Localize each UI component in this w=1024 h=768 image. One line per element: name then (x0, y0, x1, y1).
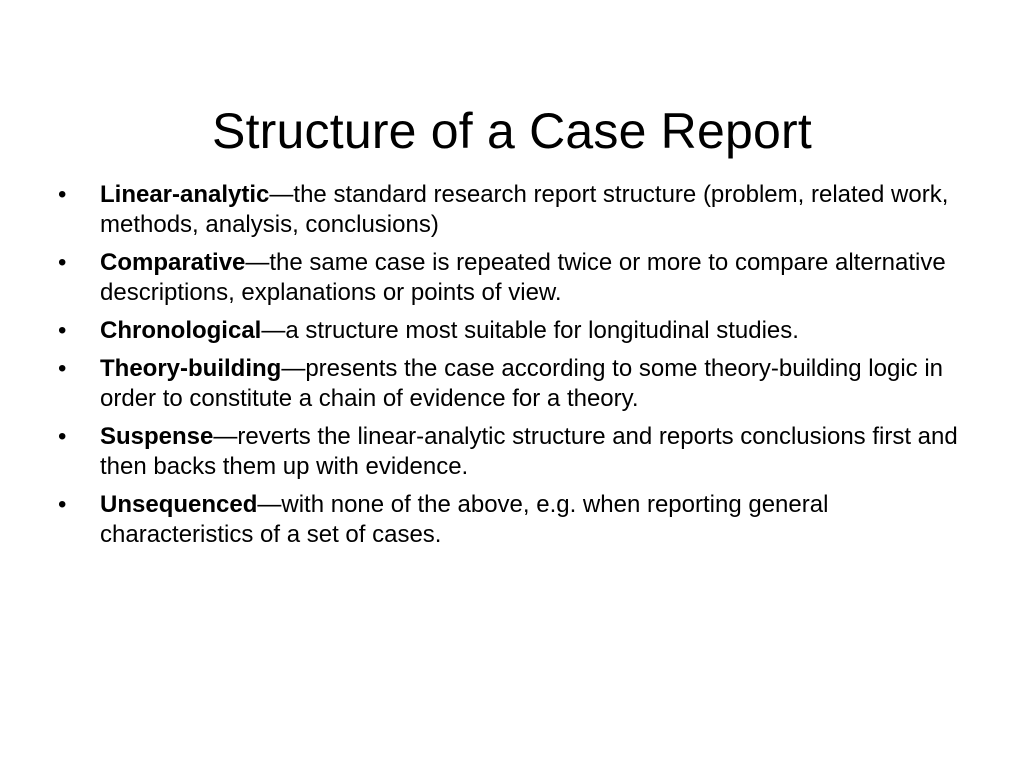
bullet-dot-icon: • (58, 423, 67, 450)
bullet-item-theory-building (58, 354, 978, 414)
bullet-term: Comparative (100, 249, 246, 276)
bullet-term: Linear-analytic (100, 181, 270, 208)
bullet-text: —a structure most suitable for longitudinal studies. (261, 317, 799, 344)
slide-title: Structure of a Case Report (212, 102, 812, 159)
bullet-dot-icon: • (58, 317, 67, 344)
bullet-item-comparative (58, 248, 978, 308)
bullet-text: —reverts the linear-analytic structure and reports conclusions first and then backs them up with evidence. (100, 423, 958, 480)
bullet-term: Unsequenced (100, 491, 258, 518)
bullet-item-linear-analytic (58, 180, 978, 240)
bullet-text: —the standard research report structure (problem, related work, methods, analysis, conclusions) (100, 181, 949, 238)
bullet-term: Theory-building (100, 355, 282, 382)
bullet-term: Suspense (100, 423, 214, 450)
bullet-item-suspense (58, 422, 978, 482)
bullet-text: —presents the case according to some theory-building logic in order to constitute a chain of evidence for a theory. (100, 355, 943, 412)
bullet-item-chronological (58, 316, 978, 346)
bullet-dot-icon: • (58, 249, 67, 276)
bullet-dot-icon: • (58, 491, 67, 518)
bullet-list (58, 180, 978, 558)
bullet-dot-icon: • (58, 355, 67, 382)
bullet-text: —with none of the above, e.g. when reporting general characteristics of a set of cases. (100, 491, 829, 548)
bullet-item-unsequenced (58, 490, 978, 550)
bullet-text: —the same case is repeated twice or more to compare alternative descriptions, explanations or points of view. (100, 249, 946, 306)
bullet-dot-icon: • (58, 181, 67, 208)
bullet-term: Chronological (100, 317, 262, 344)
